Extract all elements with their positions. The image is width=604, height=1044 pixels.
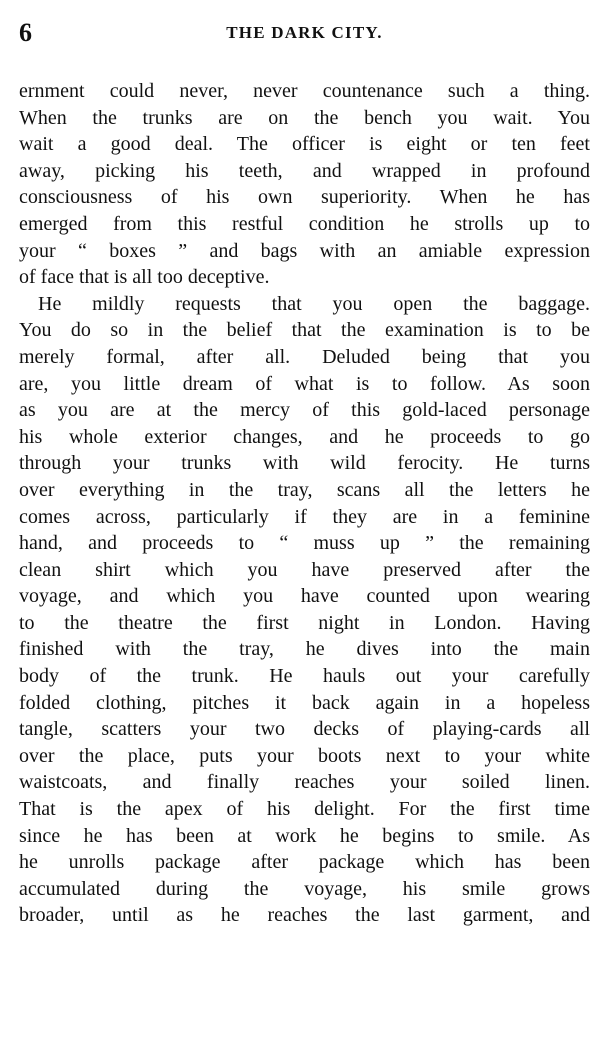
page-header (19, 0, 590, 62)
paragraph (19, 78, 590, 291)
text-line: of face that is all too deceptive. (19, 266, 270, 289)
text-line: voyage, and which you have counted upon wearing (19, 585, 590, 608)
text-line: tangle, scatters your two decks of playing-cards all (19, 718, 590, 741)
text-line: wait a good deal. The officer is eight or ten feet (19, 133, 590, 156)
body-text (19, 78, 590, 929)
text-line: accumulated during the voyage, his smile grows (19, 877, 590, 900)
text-line: over the place, puts your boots next to your white (19, 744, 590, 767)
text-line: folded clothing, pitches it back again in a hopeless (19, 691, 590, 714)
text-line: That is the apex of his delight. For the first time (19, 798, 590, 821)
text-line: waistcoats, and finally reaches your soiled linen. (19, 771, 590, 794)
running-head: THE DARK CITY. (226, 23, 383, 42)
text-line: finished with the tray, he dives into the main (19, 638, 590, 661)
text-line: he unrolls package after package which has been (19, 851, 590, 874)
text-line: When the trunks are on the bench you wait. You (19, 106, 590, 129)
text-line: ernment could never, never countenance such a thing. (19, 80, 590, 102)
text-line: away, picking his teeth, and wrapped in profound (19, 159, 590, 182)
text-line: are, you little dream of what is to follow. As soon (19, 372, 590, 395)
text-line: You do so in the belief that the examination is to be (19, 319, 590, 342)
text-line: since he has been at work he begins to smile. As (19, 824, 590, 847)
text-line: He mildly requests that you open the baggage. (38, 292, 590, 315)
text-line: body of the trunk. He hauls out your carefully (19, 665, 590, 688)
text-line: to the theatre the first night in London. Having (19, 611, 590, 634)
paragraph (19, 291, 590, 929)
text-line: your “ boxes ” and bags with an amiable expression (19, 239, 590, 262)
text-line: his whole exterior changes, and he proceeds to go (19, 425, 590, 448)
text-line: clean shirt which you have preserved after the (19, 558, 590, 581)
text-line: emerged from this restful condition he strolls up to (19, 212, 590, 235)
text-line: comes across, particularly if they are in a feminine (19, 505, 590, 528)
text-line: hand, and proceeds to “ muss up ” the remaining (19, 532, 590, 555)
page-number: 6 (19, 18, 32, 47)
text-line: broader, until as he reaches the last garment, and (19, 904, 590, 927)
text-line: consciousness of his own superiority. When he has (19, 186, 590, 209)
text-line: merely formal, after all. Deluded being that you (19, 345, 590, 368)
text-line: over everything in the tray, scans all the letters he (19, 478, 590, 501)
text-line: as you are at the mercy of this gold-laced personage (19, 399, 590, 422)
text-line: through your trunks with wild ferocity. He turns (19, 452, 590, 475)
